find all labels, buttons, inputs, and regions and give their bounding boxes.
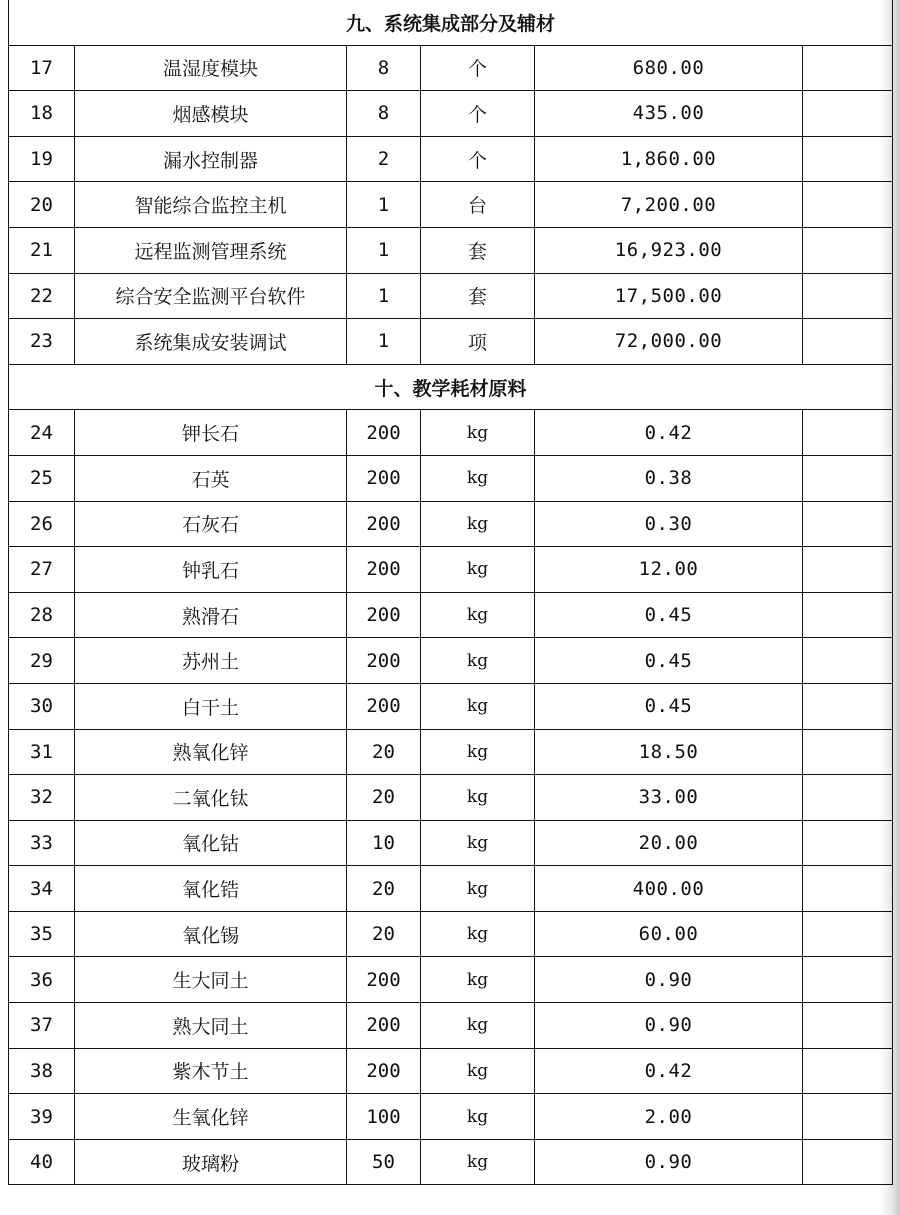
quantity-cell: 200 [347,957,421,1003]
table-row [9,45,893,91]
section-header-row [9,364,893,410]
table-row [9,638,893,684]
table-body [9,0,893,1185]
quantity-cell: 1 [347,273,421,319]
remarks-cell [803,227,893,273]
unit-price-cell: 0.30 [535,501,803,547]
remarks-cell [803,592,893,638]
unit-price-cell: 0.42 [535,1048,803,1094]
item-name-cell: 生氧化锌 [75,1094,347,1140]
quantity-cell: 8 [347,91,421,137]
table-row [9,911,893,957]
remarks-cell [803,729,893,775]
unit-cell: kg [421,638,535,684]
row-number-cell: 26 [9,501,75,547]
table-row [9,91,893,137]
item-name-cell: 钟乳石 [75,547,347,593]
quantity-cell: 100 [347,1094,421,1140]
remarks-cell [803,136,893,182]
row-number-cell: 39 [9,1094,75,1140]
quantity-cell: 8 [347,45,421,91]
table-row [9,1003,893,1049]
row-number-cell: 32 [9,775,75,821]
remarks-cell [803,410,893,456]
row-number-cell: 28 [9,592,75,638]
unit-price-cell: 400.00 [535,866,803,912]
unit-cell: kg [421,820,535,866]
row-number-cell: 37 [9,1003,75,1049]
quantity-cell: 200 [347,638,421,684]
row-number-cell: 40 [9,1139,75,1185]
row-number-cell: 17 [9,45,75,91]
item-name-cell: 熟大同土 [75,1003,347,1049]
unit-price-cell: 7,200.00 [535,182,803,228]
unit-price-cell: 1,860.00 [535,136,803,182]
section-title: 十、教学耗材原料 [9,364,893,410]
unit-cell: kg [421,1139,535,1185]
row-number-cell: 25 [9,455,75,501]
table-row [9,729,893,775]
item-name-cell: 玻璃粉 [75,1139,347,1185]
item-name-cell: 智能综合监控主机 [75,182,347,228]
remarks-cell [803,1003,893,1049]
unit-cell: 个 [421,136,535,182]
row-number-cell: 31 [9,729,75,775]
table-row [9,775,893,821]
remarks-cell [803,683,893,729]
unit-price-cell: 0.42 [535,410,803,456]
table-row [9,592,893,638]
unit-price-cell: 0.45 [535,683,803,729]
item-name-cell: 石灰石 [75,501,347,547]
remarks-cell [803,319,893,365]
item-name-cell: 远程监测管理系统 [75,227,347,273]
unit-cell: kg [421,1094,535,1140]
unit-price-cell: 0.45 [535,638,803,684]
table-row [9,866,893,912]
remarks-cell [803,547,893,593]
unit-cell: kg [421,592,535,638]
unit-cell: kg [421,911,535,957]
quantity-cell: 200 [347,547,421,593]
table-row [9,319,893,365]
unit-cell: kg [421,1048,535,1094]
remarks-cell [803,455,893,501]
unit-price-cell: 0.38 [535,455,803,501]
item-name-cell: 系统集成安装调试 [75,319,347,365]
unit-price-cell: 60.00 [535,911,803,957]
quantity-cell: 200 [347,410,421,456]
item-name-cell: 二氧化钛 [75,775,347,821]
item-name-cell: 氧化钴 [75,820,347,866]
unit-cell: 项 [421,319,535,365]
table-row [9,182,893,228]
unit-cell: 套 [421,227,535,273]
remarks-cell [803,1094,893,1140]
row-number-cell: 34 [9,866,75,912]
quantity-cell: 2 [347,136,421,182]
row-number-cell: 20 [9,182,75,228]
quantity-cell: 20 [347,775,421,821]
table-row [9,1048,893,1094]
unit-price-cell: 72,000.00 [535,319,803,365]
quantity-cell: 20 [347,729,421,775]
quantity-cell: 1 [347,182,421,228]
quantity-cell: 20 [347,866,421,912]
table-row [9,957,893,1003]
row-number-cell: 27 [9,547,75,593]
unit-cell: kg [421,729,535,775]
row-number-cell: 21 [9,227,75,273]
item-name-cell: 氧化锡 [75,911,347,957]
section-header-row [9,0,893,45]
table-row [9,455,893,501]
row-number-cell: 19 [9,136,75,182]
row-number-cell: 38 [9,1048,75,1094]
unit-cell: 套 [421,273,535,319]
item-name-cell: 氧化锆 [75,866,347,912]
item-name-cell: 钾长石 [75,410,347,456]
unit-cell: kg [421,683,535,729]
remarks-cell [803,775,893,821]
item-name-cell: 白干土 [75,683,347,729]
unit-price-cell: 0.90 [535,1139,803,1185]
section-title: 九、系统集成部分及辅材 [9,0,893,45]
unit-price-cell: 18.50 [535,729,803,775]
unit-cell: 个 [421,45,535,91]
remarks-cell [803,1048,893,1094]
table-row [9,227,893,273]
item-name-cell: 漏水控制器 [75,136,347,182]
row-number-cell: 24 [9,410,75,456]
quantity-cell: 200 [347,1003,421,1049]
quantity-cell: 1 [347,227,421,273]
item-name-cell: 熟氧化锌 [75,729,347,775]
item-name-cell: 熟滑石 [75,592,347,638]
unit-cell: kg [421,957,535,1003]
unit-price-cell: 435.00 [535,91,803,137]
unit-price-cell: 20.00 [535,820,803,866]
remarks-cell [803,501,893,547]
quantity-cell: 200 [347,592,421,638]
table-row [9,820,893,866]
unit-cell: kg [421,501,535,547]
row-number-cell: 29 [9,638,75,684]
price-table [8,0,893,1185]
unit-price-cell: 33.00 [535,775,803,821]
table-row [9,136,893,182]
row-number-cell: 33 [9,820,75,866]
table-row [9,1139,893,1185]
unit-cell: 台 [421,182,535,228]
remarks-cell [803,911,893,957]
unit-cell: kg [421,775,535,821]
unit-cell: kg [421,455,535,501]
table-row [9,273,893,319]
unit-cell: kg [421,866,535,912]
unit-cell: kg [421,547,535,593]
table-row [9,683,893,729]
item-name-cell: 苏州土 [75,638,347,684]
table-row [9,501,893,547]
remarks-cell [803,45,893,91]
item-name-cell: 石英 [75,455,347,501]
row-number-cell: 18 [9,91,75,137]
remarks-cell [803,273,893,319]
unit-price-cell: 2.00 [535,1094,803,1140]
row-number-cell: 35 [9,911,75,957]
item-name-cell: 生大同土 [75,957,347,1003]
unit-price-cell: 0.45 [535,592,803,638]
quantity-cell: 200 [347,455,421,501]
remarks-cell [803,182,893,228]
unit-price-cell: 12.00 [535,547,803,593]
item-name-cell: 烟感模块 [75,91,347,137]
quantity-cell: 200 [347,501,421,547]
table-row [9,1094,893,1140]
unit-price-cell: 0.90 [535,957,803,1003]
item-name-cell: 综合安全监测平台软件 [75,273,347,319]
table-row [9,547,893,593]
remarks-cell [803,1139,893,1185]
table-row [9,410,893,456]
unit-cell: 个 [421,91,535,137]
remarks-cell [803,866,893,912]
remarks-cell [803,820,893,866]
unit-price-cell: 680.00 [535,45,803,91]
quantity-cell: 200 [347,1048,421,1094]
row-number-cell: 22 [9,273,75,319]
row-number-cell: 36 [9,957,75,1003]
remarks-cell [803,91,893,137]
quantity-cell: 1 [347,319,421,365]
item-name-cell: 紫木节土 [75,1048,347,1094]
unit-cell: kg [421,410,535,456]
item-name-cell: 温湿度模块 [75,45,347,91]
quantity-cell: 50 [347,1139,421,1185]
quantity-cell: 200 [347,683,421,729]
row-number-cell: 23 [9,319,75,365]
quantity-cell: 10 [347,820,421,866]
unit-price-cell: 16,923.00 [535,227,803,273]
unit-cell: kg [421,1003,535,1049]
remarks-cell [803,957,893,1003]
remarks-cell [803,638,893,684]
row-number-cell: 30 [9,683,75,729]
unit-price-cell: 17,500.00 [535,273,803,319]
quantity-cell: 20 [347,911,421,957]
unit-price-cell: 0.90 [535,1003,803,1049]
